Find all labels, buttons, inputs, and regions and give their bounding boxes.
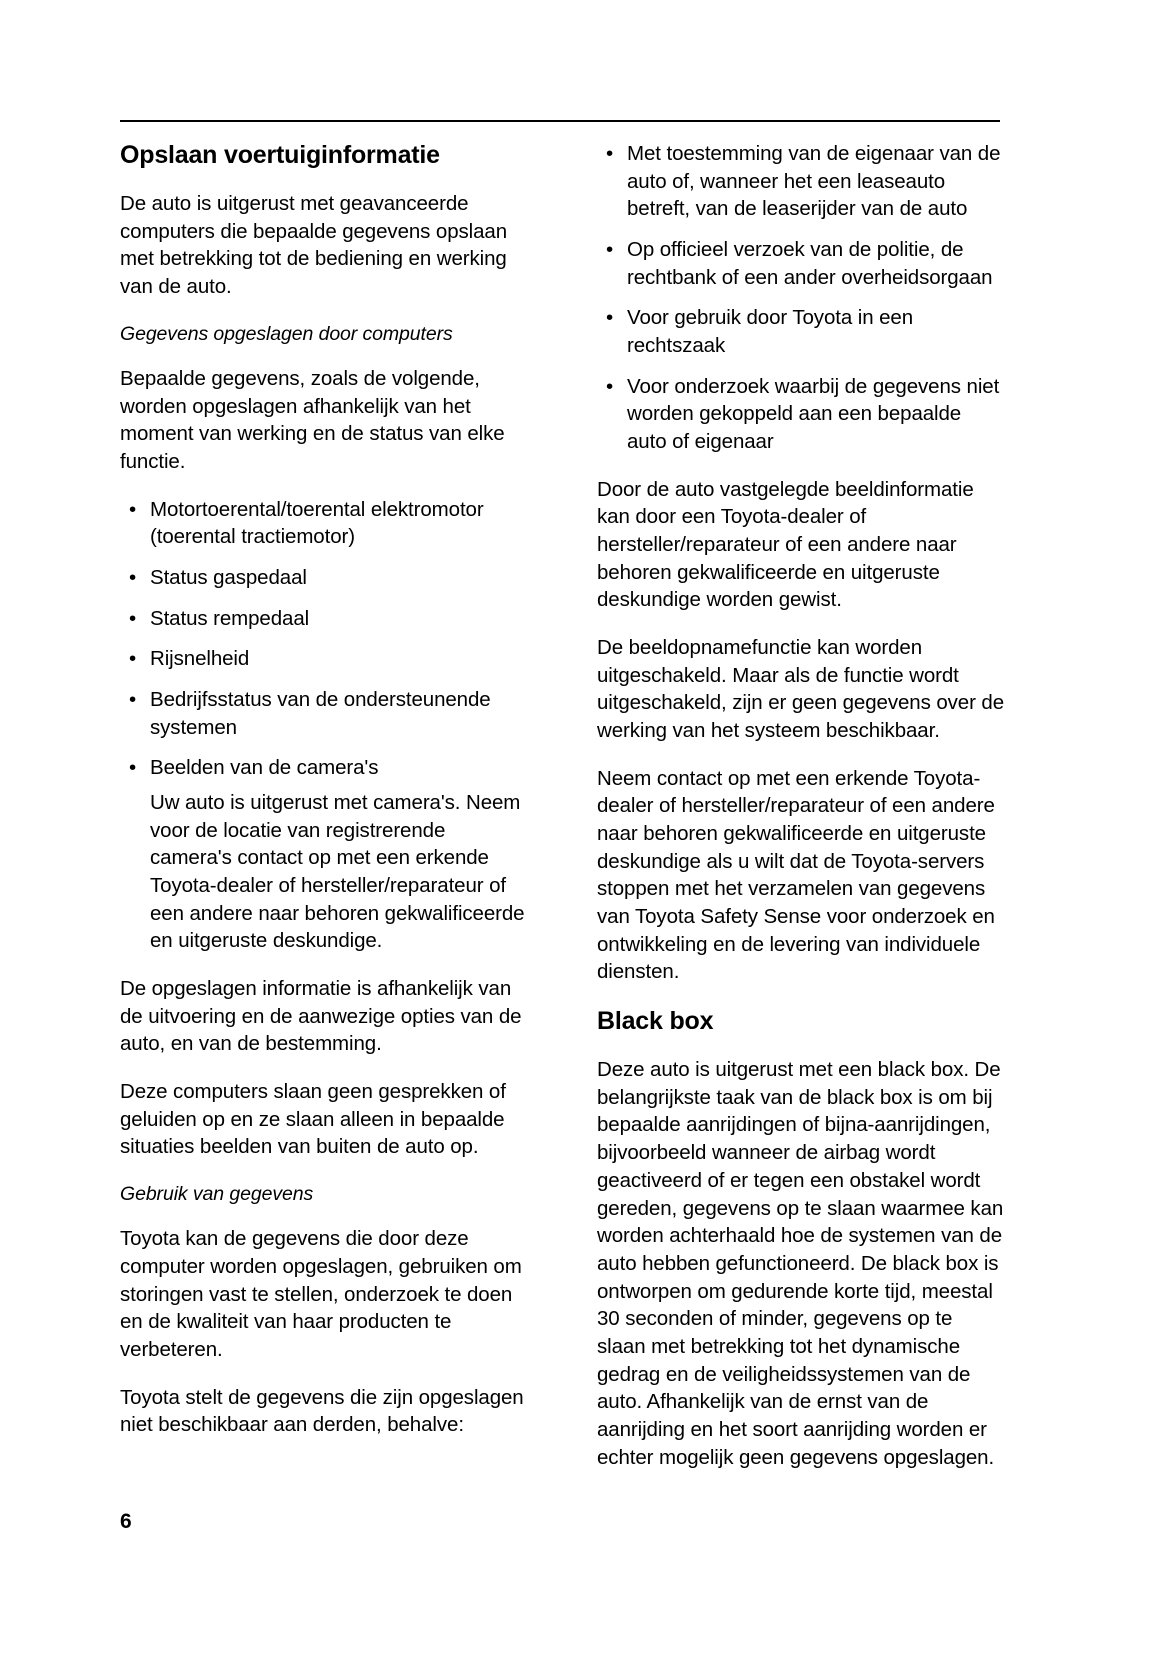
list-item-sub-paragraph: Uw auto is uitgerust met camera's. Neem voor de locatie van registrerende camera's contact op met een erkende Toyota-dealer of hersteller/reparateur of een andere naar behoren gekwalificeerde en uitgeruste deskundige.	[150, 791, 525, 953]
paragraph-contact-dealer: Neem contact op met een erkende Toyota-dealer of hersteller/reparateur of een andere naar behoren gekwalificeerde en uitgeruste deskundige als u wilt dat de Toyota-servers stoppen met het verzamelen van gegevens van Toyota Safety Sense voor onderzoek en ontwikkeling en de levering van individuele diensten.	[597, 766, 995, 984]
bullet-dot-icon: •	[606, 306, 614, 330]
list-item-label: Voor onderzoek waarbij de gegevens niet worden gekoppeld aan een bepaalde auto of eigenaar	[627, 374, 1000, 454]
section-title-black-box: Black box	[597, 1007, 714, 1036]
paragraph-recording-disable: De beeldopnamefunctie kan worden uitgeschakeld. Maar als de functie wordt uitgeschakeld, zijn er geen gegevens over de werking van het systeem beschikbaar.	[597, 636, 1005, 743]
bullet-dot-icon: •	[129, 688, 137, 712]
list-item-label: Motortoerental/toerental elektromotor (toerental tractiemotor)	[150, 497, 484, 549]
subheading-data-stored: Gegevens opgeslagen door computers	[120, 322, 453, 345]
list-item	[597, 304, 1004, 359]
list-item	[120, 645, 527, 673]
bullet-dot-icon: •	[129, 497, 137, 521]
bullet-dot-icon: •	[129, 647, 137, 671]
header-rule	[120, 120, 1000, 122]
bullet-dot-icon: •	[129, 566, 137, 590]
bullet-dot-icon: •	[129, 606, 137, 630]
list-item	[120, 496, 527, 551]
stored-data-list	[120, 496, 527, 955]
paragraph-toyota-use: Toyota kan de gegevens die door deze computer worden opgeslagen, gebruiken om storingen vast te stellen, onderzoek te doen en de kwaliteit van haar producten te verbeteren.	[120, 1227, 522, 1362]
bullet-dot-icon: •	[606, 142, 614, 165]
list-item-label: Rijsnelheid	[150, 647, 250, 671]
list-item	[120, 754, 527, 955]
bullet-dot-icon: •	[606, 374, 614, 398]
paragraph-image-erase: Door de auto vastgelegde beeldinformatie kan door een Toyota-dealer of hersteller/reparateur of een andere naar behoren gekwalificeerde en uitgeruste deskundige worden gewist.	[597, 477, 974, 612]
subheading-data-use: Gebruik van gegevens	[120, 1183, 314, 1206]
bullet-dot-icon: •	[606, 238, 614, 262]
list-item-label: Bedrijfsstatus van de ondersteunende systemen	[150, 688, 491, 739]
list-item	[597, 140, 1004, 223]
left-column	[120, 140, 527, 1491]
page-title: Opslaan voertuiginformatie	[120, 141, 440, 169]
page-number: 6	[120, 1510, 132, 1533]
list-item-label: Beelden van de camera's	[150, 756, 379, 780]
list-item-label: Status gaspedaal	[150, 566, 307, 590]
list-item	[597, 373, 1004, 456]
paragraph-stored-info-depends: De opgeslagen informatie is afhankelijk van de uitvoering en de aanwezige opties van de auto, en van de bestemming.	[120, 977, 522, 1056]
list-item	[597, 236, 1004, 291]
disclosure-exceptions-list	[597, 140, 1004, 456]
intro-paragraph: De auto is uitgerust met geavanceerde computers die bepaalde gegevens opslaan met betrekking tot de bediening en werking van de auto.	[120, 192, 508, 299]
paragraph-third-parties: Toyota stelt de gegevens die zijn opgeslagen niet beschikbaar aan derden, behalve:	[120, 1385, 524, 1437]
list-item-label: Voor gebruik door Toyota in een rechtszaak	[627, 306, 914, 358]
bullet-dot-icon: •	[129, 756, 137, 780]
list-item	[120, 686, 527, 741]
paragraph-black-box: Deze auto is uitgerust met een black box. De belangrijkste taak van de black box is om bij bepaalde aanrijdingen of bijna-aanrijdingen, bijvoorbeeld wanneer de airbag wordt geactiveerd of er tegen een obstakel wordt gereden, gegevens op te slaan waarmee kan worden achterhaald hoe de systemen van de auto hebben gefunctioneerd. De black box is ontworpen om gedurende korte tijd, meestal 30 seconden of minder, gegevens op te slaan met betrekking tot het dynamische gedrag en de veiligheidssystemen van de auto. Afhankelijk van de ernst van de aanrijding en het soort aanrijding worden er echter mogelijk geen gegevens opgeslagen.	[597, 1058, 1004, 1469]
two-column-body	[120, 140, 1005, 1491]
list-item	[120, 605, 527, 633]
list-item-label: Met toestemming van de eigenaar van de auto of, wanneer het een leaseauto betreft, van de leaserijder van de auto	[627, 142, 1001, 221]
list-item	[120, 564, 527, 592]
list-item-label: Op officieel verzoek van de politie, de rechtbank of een ander overheidsorgaan	[627, 238, 993, 289]
paragraph-no-conversations: Deze computers slaan geen gesprekken of geluiden op en ze slaan alleen in bepaalde situaties beelden van buiten de auto op.	[120, 1080, 506, 1159]
list-item-label: Status rempedaal	[150, 606, 310, 630]
paragraph-stored-data: Bepaalde gegevens, zoals de volgende, worden opgeslagen afhankelijk van het moment van werking en de status van elke functie.	[120, 367, 505, 474]
right-column	[597, 140, 1004, 1491]
